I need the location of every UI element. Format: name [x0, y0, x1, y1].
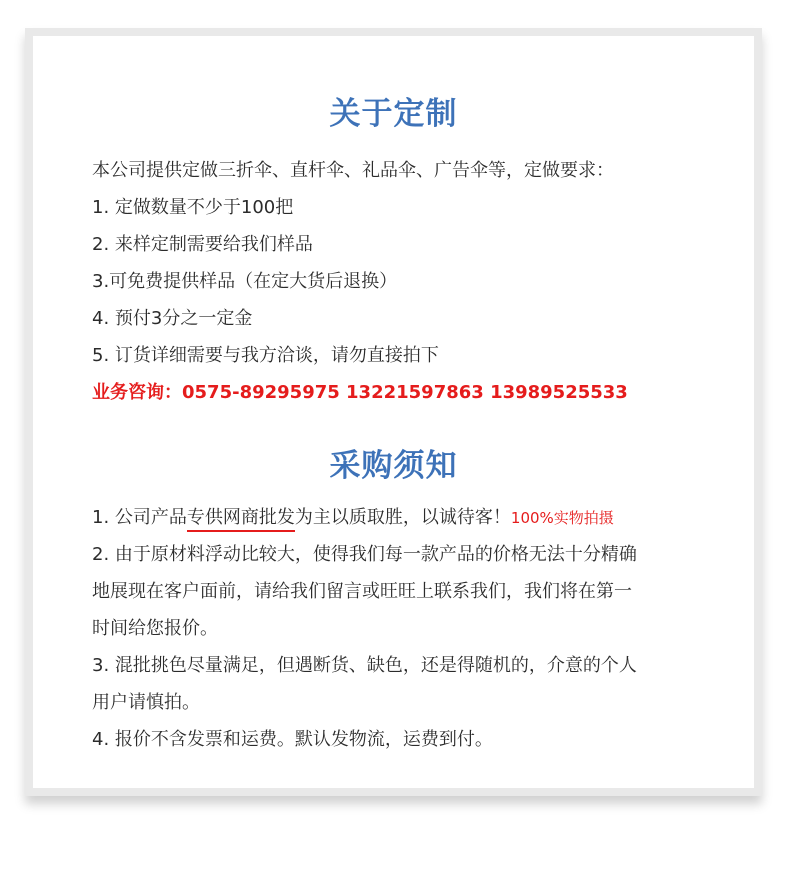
customization-item-5: 5. 订货详细需要与我方洽谈，请勿直接拍下: [92, 345, 439, 366]
purchase-item-2-line-1: 2. 由于原材料浮动比较大，使得我们每一款产品的价格无法十分精确: [92, 544, 637, 565]
business-contact: 业务咨询：0575-89295975 13221597863 13989525533: [92, 382, 628, 403]
customization-item-4: 4. 预付3分之一定金: [92, 308, 253, 329]
purchase-notice-title: 采购须知: [329, 448, 458, 484]
purchase-item-2-line-2: 地展现在客户面前，请给我们留言或旺旺上联系我们，我们将在第一: [92, 581, 632, 602]
purchase-item-3-line-2: 用户请慎拍。: [92, 692, 200, 713]
card-frame: [25, 28, 762, 796]
customization-item-1: 1. 定做数量不少于100把: [92, 197, 294, 218]
purchase-item-3-line-1: 3. 混批挑色尽量满足，但遇断货、缺色，还是得随机的，介意的个人: [92, 655, 637, 676]
customization-item-3: 3.可免费提供样品（在定大货后退换）: [92, 271, 398, 292]
customization-item-2: 2. 来样定制需要给我们样品: [92, 234, 313, 255]
purchase-item-1-prefix: 1. 公司产品: [92, 507, 187, 528]
customization-title: 关于定制: [329, 96, 458, 132]
purchase-item-2-line-3: 时间给您报价。: [92, 618, 218, 639]
purchase-item-1-suffix: 为主以质取胜，以诚待客！: [294, 507, 511, 528]
purchase-item-1: [92, 506, 732, 530]
real-photo-note: 100%实物拍摄: [510, 509, 614, 527]
purchase-item-1-highlight: 专供网商批发: [187, 507, 295, 532]
purchase-item-4: 4. 报价不含发票和运费。默认发物流，运费到付。: [92, 729, 493, 750]
info-card: [33, 36, 754, 788]
customization-intro: 本公司提供定做三折伞、直杆伞、礼品伞、广告伞等，定做要求：: [92, 160, 614, 181]
